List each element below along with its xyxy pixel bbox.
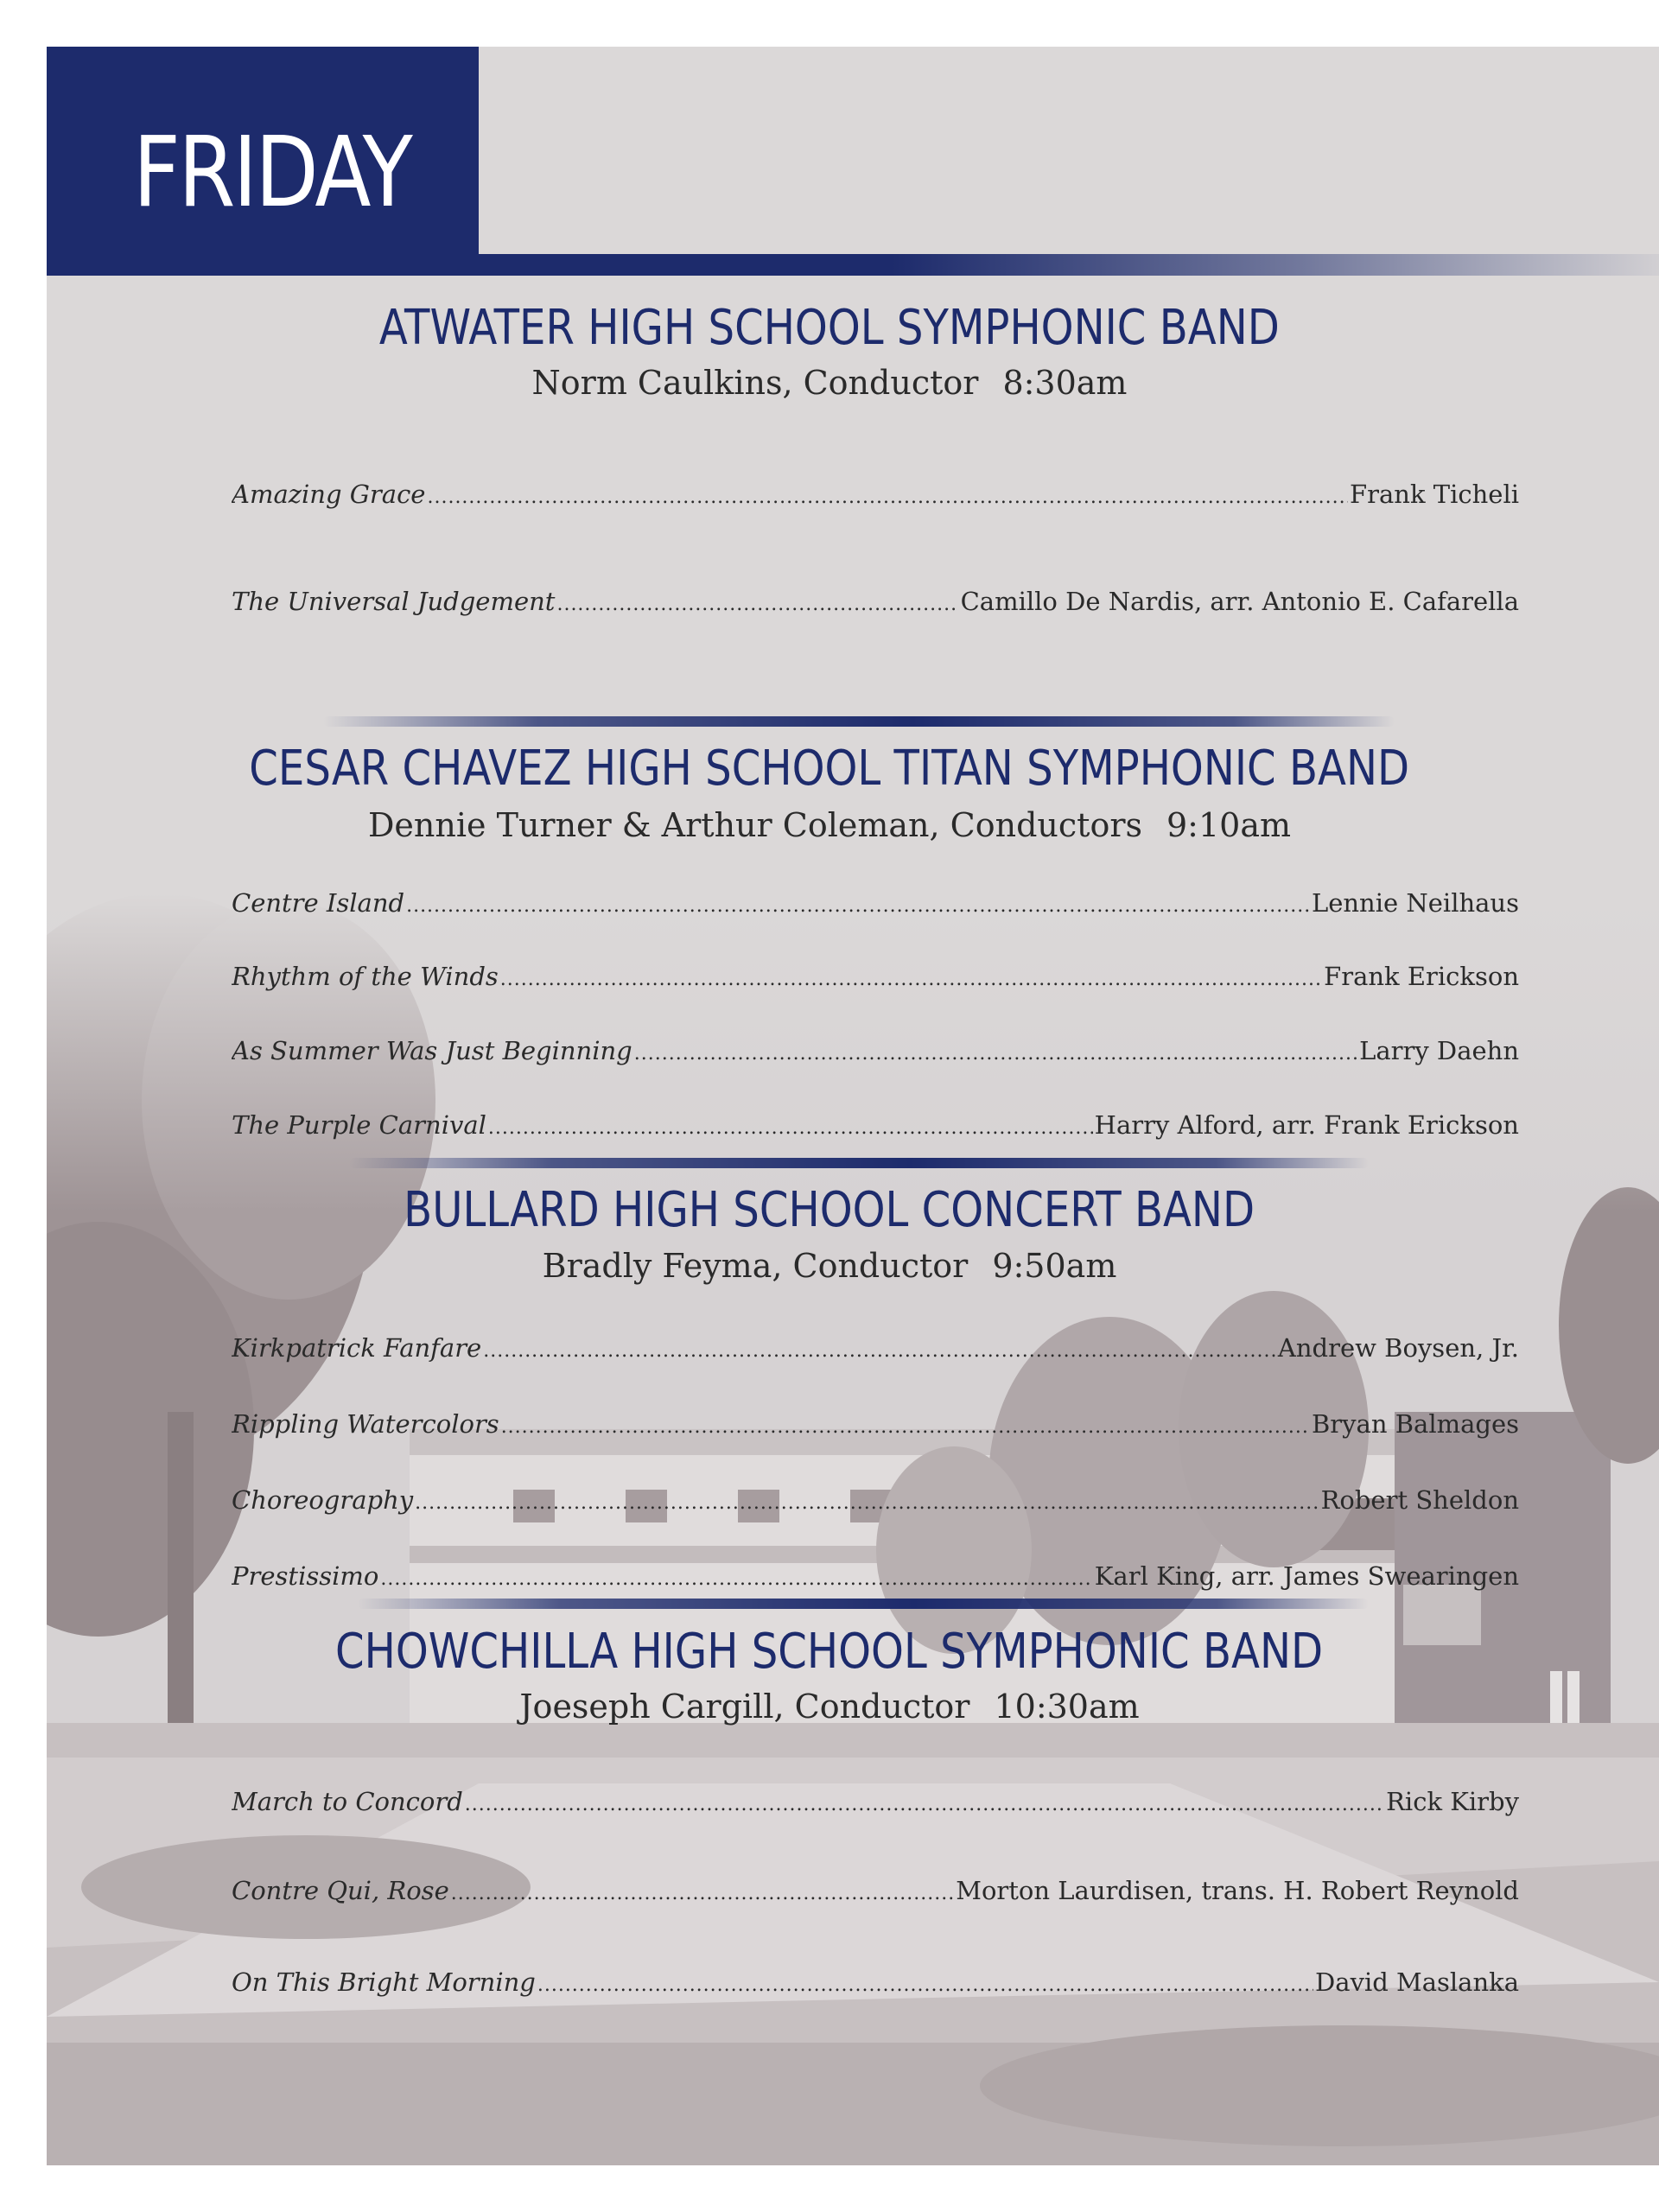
performance-time: 9:10am	[1166, 806, 1292, 844]
piece-title: The Purple Carnival	[232, 1110, 486, 1140]
program-piece	[232, 584, 1519, 619]
band-name: CHOWCHILLA HIGH SCHOOL SYMPHONIC BAND	[335, 1624, 1324, 1680]
piece-title: Rhythm of the Winds	[232, 962, 499, 991]
program-piece	[232, 1033, 1519, 1068]
piece-composer: Andrew Boysen, Jr.	[1277, 1333, 1519, 1363]
piece-composer: Larry Daehn	[1359, 1036, 1519, 1065]
piece-composer: Morton Laurdisen, trans. H. Robert Reynold	[956, 1876, 1519, 1905]
piece-title: Contre Qui, Rose	[232, 1876, 449, 1905]
band-conductor: Bradly Feyma, Conductor 9:50am	[542, 1247, 1117, 1285]
piece-title: Rippling Watercolors	[232, 1409, 499, 1439]
program-piece	[232, 1965, 1519, 1999]
program-piece	[232, 1407, 1519, 1441]
band-conductor: Norm Caulkins, Conductor 8:30am	[531, 364, 1128, 402]
program-piece	[232, 1784, 1519, 1819]
piece-composer: Karl King, arr. James Swearingen	[1094, 1561, 1519, 1591]
piece-composer: Lennie Neilhaus	[1311, 888, 1519, 918]
piece-composer: Rick Kirby	[1386, 1787, 1519, 1816]
program-piece	[232, 1108, 1519, 1142]
band-separator	[349, 1158, 1369, 1168]
piece-composer: Frank Ticheli	[1350, 480, 1519, 509]
band-conductor: Dennie Turner & Arthur Coleman, Conductors 9:10am	[367, 806, 1292, 844]
piece-title: On This Bright Morning	[232, 1967, 536, 1997]
band-conductor: Joeseph Cargill, Conductor 10:30am	[519, 1688, 1140, 1726]
program-piece	[232, 1483, 1519, 1517]
performance-time: 8:30am	[1002, 364, 1128, 402]
performance-time: 9:50am	[992, 1247, 1117, 1285]
piece-composer: Camillo De Nardis, arr. Antonio E. Cafarella	[960, 587, 1519, 616]
piece-composer: Robert Sheldon	[1320, 1485, 1519, 1515]
piece-title: Choreography	[232, 1485, 414, 1515]
band-name: ATWATER HIGH SCHOOL SYMPHONIC BAND	[378, 300, 1281, 356]
piece-composer: Bryan Balmages	[1311, 1409, 1519, 1439]
band-separator	[358, 1599, 1369, 1609]
piece-title: As Summer Was Just Beginning	[232, 1036, 632, 1065]
program-piece	[232, 959, 1519, 994]
program-piece	[232, 1559, 1519, 1593]
piece-composer: Frank Erickson	[1324, 962, 1519, 991]
program-piece	[232, 886, 1519, 920]
piece-composer: Harry Alford, arr. Frank Erickson	[1094, 1110, 1519, 1140]
band-name: BULLARD HIGH SCHOOL CONCERT BAND	[404, 1182, 1255, 1238]
piece-composer: David Maslanka	[1315, 1967, 1519, 1997]
program-piece	[232, 1873, 1519, 1908]
piece-title: Centre Island	[232, 888, 405, 918]
band-separator	[323, 716, 1395, 727]
band-name: CESAR CHAVEZ HIGH SCHOOL TITAN SYMPHONIC BAND	[249, 741, 1410, 797]
piece-title: Kirkpatrick Fanfare	[232, 1333, 482, 1363]
program-piece	[232, 477, 1519, 512]
performance-time: 10:30am	[994, 1688, 1140, 1726]
day-title: FRIDAY	[133, 117, 411, 229]
piece-title: March to Concord	[232, 1787, 463, 1816]
piece-title: Prestissimo	[232, 1561, 379, 1591]
header-rule	[479, 254, 1659, 276]
piece-title: Amazing Grace	[232, 480, 426, 509]
program-piece	[232, 1331, 1519, 1365]
piece-title: The Universal Judgement	[232, 587, 556, 616]
